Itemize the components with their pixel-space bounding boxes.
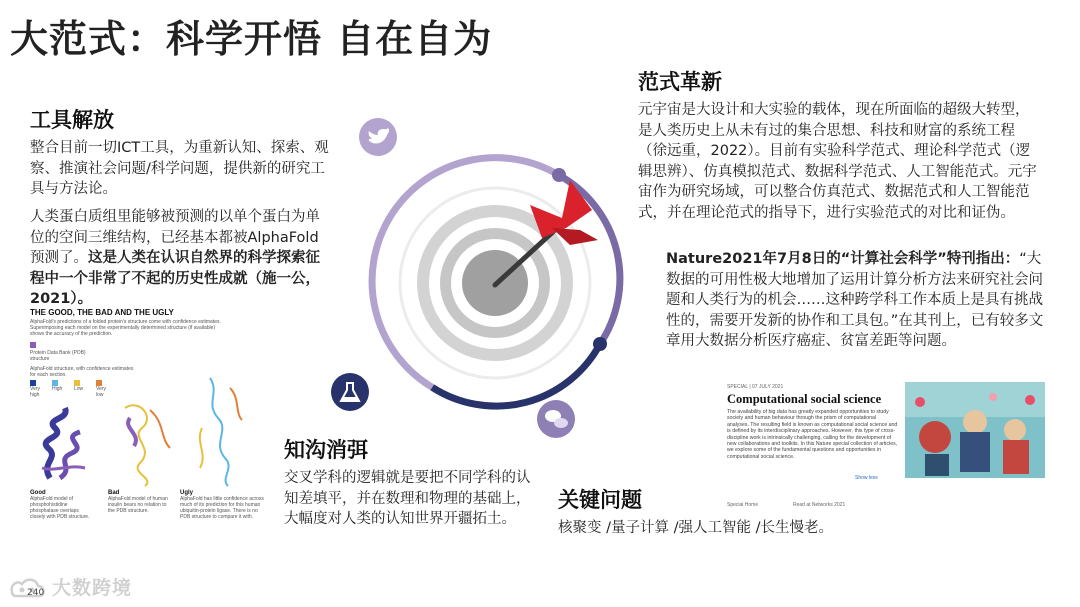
panel-bad bbox=[108, 490, 170, 514]
watermark-text: 大数跨境 bbox=[52, 577, 133, 599]
key-issues-heading: 关键问题 bbox=[558, 488, 642, 512]
target-diagram bbox=[330, 110, 650, 440]
arc-node-top bbox=[552, 168, 566, 182]
chat-bubbles-icon bbox=[537, 400, 575, 438]
paradigm-paragraph-1: 元宇宙是大设计和大实验的载体，现在所面临的超级大转型，是人类历史上从未有过的集合思想、科技和财富的系统工程（徐远重，2022）。目前有实验科学范式、理论科学范式（逻辑思辨）、仿真模拟范式、数据科学范式、人工智能范式。元宇宙作为研究场域，可以整合仿真范式、数据范式和人工智能范式，并在理论范式的指导下，进行实验范式的对比和证伪。 bbox=[638, 102, 1037, 221]
ugly-protein bbox=[200, 378, 242, 486]
nature-article-figure bbox=[715, 378, 1050, 508]
tools-paragraph-2 bbox=[30, 207, 330, 310]
label-high: High bbox=[52, 386, 63, 392]
interdisciplinary-heading: 知沟消弭 bbox=[284, 438, 368, 462]
article-title: Computational social science bbox=[727, 392, 882, 406]
article-footer-right[interactable]: Read at Networks 2021 bbox=[793, 502, 846, 508]
panel-bad-text: AlphaFold model of human insulin bears no relation to the PDB structure. bbox=[108, 496, 168, 514]
good-protein bbox=[42, 408, 85, 478]
paradigm-paragraph-2-quote: “大数据的可用性极大地增加了运用计算分析方法来研究社会问题和人类行为的机会……这种跨学科工作本质上是具有挑战性的，需要开发新的协作和工具包。”在其刊上，已有较多文章用大数据分析医疗癌症、贫富差距等问题。 bbox=[666, 251, 1044, 349]
interdisciplinary-paragraph: 交叉学科的逻辑就是要把不同学科的认知差填平，并在数理和物理的基础上，大幅度对人类的认知世界开疆拓土。 bbox=[284, 470, 531, 527]
article-illustration bbox=[905, 382, 1045, 478]
paradigm-heading: 范式革新 bbox=[638, 70, 722, 94]
figure-caption: AlphaFold's predictions of a folded protein's structure come with confidence estimates. Superimposing each model on the experimentally determined structure (if available) shows the accuracy of the prediction. bbox=[30, 319, 221, 337]
article-show-less[interactable]: Show less bbox=[855, 475, 878, 481]
panel-ugly bbox=[180, 490, 265, 520]
tools-paragraph-2-normal: 人类蛋白质组里能够被预测的以单个蛋白为单位的空间三维结构，已经基本都被AlphaFold预测了。 bbox=[30, 209, 320, 266]
tools-heading: 工具解放 bbox=[30, 108, 114, 132]
paradigm-paragraph-2 bbox=[666, 249, 1048, 352]
panel-good-text: AlphaFold model of phosphohistidine phosphatase overlaps closely with PDB structure. bbox=[30, 496, 90, 520]
panel-bad-label: Bad bbox=[108, 490, 120, 496]
label-very-low: Very low bbox=[96, 386, 107, 398]
legend-pdb: Protein Data Bank (PDB) structure bbox=[30, 350, 86, 362]
arc-node-right bbox=[593, 337, 607, 351]
bird-icon bbox=[359, 118, 397, 156]
panel-good-label: Good bbox=[30, 490, 46, 496]
article-footer-left[interactable]: Special Home bbox=[727, 502, 759, 508]
pdb-swatch bbox=[30, 342, 36, 348]
article-meta: SPECIAL | 07 JULY 2021 bbox=[727, 384, 784, 390]
article-description: The availability of big data has greatly expanded opportunities to study society and human behaviour through the prism of computational analyses. The resulting field is known as computational social science and is defined by its interdisciplinary approaches. However, this type of cross-discipline work is intrinsically challenging, calling for the development of new collaborations and toolkits. In this Nature special collection of articles, we explore some of the fundamental questions and opportunities in computational social science. bbox=[727, 409, 898, 460]
key-issues-paragraph: 核聚变 /量子计算 /强人工智能 /长生慢老。 bbox=[558, 520, 833, 536]
legend-alphafold: AlphaFold structure, with confidence estimates for each section. bbox=[30, 366, 134, 378]
label-low: Low bbox=[74, 386, 84, 392]
bad-protein bbox=[125, 405, 170, 486]
panel-ugly-label: Ugly bbox=[180, 490, 194, 496]
protein-structures bbox=[30, 368, 270, 488]
page-number: 240 bbox=[27, 588, 45, 598]
panel-ugly-text: AlphaFold has little confidence across much of its prediction for this human ubiquitin-protein ligase. There is no PDB structure to compare it with. bbox=[180, 496, 264, 520]
panel-good bbox=[30, 490, 90, 520]
alphafold-figure bbox=[30, 308, 270, 538]
tools-paragraph-1: 整合目前一切ICT工具，为重新认知、探索、观察、推演社会问题/科学问题，提供新的研究工具与方法论。 bbox=[30, 140, 329, 197]
paradigm-paragraph-2-lead: Nature2021年7月8日的“计算社会科学”特刊指出： bbox=[666, 251, 1020, 267]
flask-icon bbox=[331, 373, 369, 411]
figure-title: THE GOOD, THE BAD AND THE UGLY bbox=[30, 308, 174, 317]
page-title: 大范式：科学开悟 自在自为 bbox=[10, 17, 493, 61]
label-very-high: Very high bbox=[30, 386, 41, 398]
tools-paragraph-2-bold: 这是人类在认识自然界的科学探索征程中一个非常了不起的历史性成就（施一公，2021）。 bbox=[30, 250, 320, 307]
